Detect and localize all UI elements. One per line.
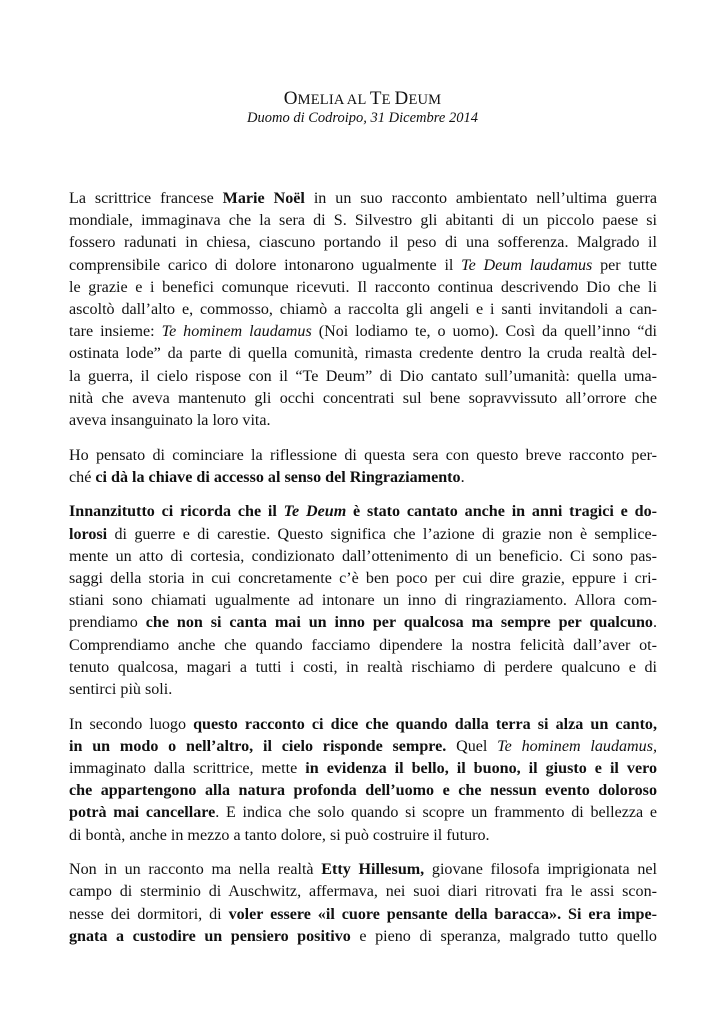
text-run: Quel	[446, 737, 498, 755]
text-line	[69, 714, 657, 736]
text-line	[69, 568, 657, 590]
page-subtitle: Duomo di Codroipo, 31 Dicembre 2014	[247, 110, 478, 126]
text-run: di bontà, anche in mezzo a tanto dolore, si può costruire il futuro.	[69, 826, 490, 844]
text-run: . E indica che solo quando si scopre un frammento di bellezza e	[215, 804, 657, 822]
text-line	[69, 736, 657, 758]
text-run: prendiamo	[69, 614, 146, 632]
text-line	[69, 501, 657, 523]
text-line	[69, 445, 657, 467]
text-line	[69, 825, 657, 847]
paragraph	[69, 188, 657, 432]
text-line	[69, 255, 657, 277]
text-line	[69, 780, 657, 802]
text-run: ostinata lode” da parte di quella comunità, rimasta credente dentro la cruda realtà del-	[69, 345, 657, 363]
bold-text: Marie Noël	[222, 190, 305, 207]
text-run: la guerra, il cielo rispose con il “Te Deum” di Dio cantato sull’umanità: quella uma-	[69, 367, 657, 385]
text-line	[69, 657, 657, 679]
text-run: tenuto qualcosa, magari a tutti i costi, in realtà rischiamo di perdere qualcuno e di	[69, 658, 657, 676]
paragraph	[69, 445, 657, 489]
bold-text: questo racconto ci dice che quando dalla terra si alza un canto,	[193, 715, 658, 733]
text-run: immaginato dalla scrittrice, mette	[69, 760, 306, 777]
text-run: nità che aveva mantenuto gli occhi concentrati sul bene sopravvissuto all’orrore che	[69, 389, 657, 407]
text-run: di guerre e di carestie. Questo significa che l’azione di grazie non è semplice-	[107, 525, 657, 543]
text-run: per tutte	[592, 256, 657, 274]
text-run: nesse dei dormitori, di	[69, 905, 229, 923]
document-body	[69, 188, 657, 961]
text-run: ascoltò dall’alto e, commosso, chiamò a raccolta gli angeli e i santi invitandoli a can-	[69, 300, 657, 318]
text-run: tare insieme:	[69, 323, 162, 341]
text-line	[69, 388, 657, 410]
text-run: (Noi lodiamo te, o uomo). Così da quell’inno “di	[311, 323, 657, 341]
text-line	[69, 881, 657, 903]
text-run: La scrittrice francese	[69, 190, 223, 207]
text-run: Ho pensato di cominciare la riflessione di questa sera con questo breve racconto per-	[69, 446, 657, 464]
text-run: Comprendiamo anche che quando facciamo dipendere la nostra felicità dall’aver ot-	[69, 636, 657, 654]
bold-text: Innanzitutto ci ricorda che il	[69, 503, 284, 521]
paragraph	[69, 714, 657, 847]
italic-text: Te Deum laudamus	[461, 256, 593, 274]
page-title: OMELIA AL TE DEUM	[283, 88, 442, 109]
bold-text: Te Deum	[283, 503, 347, 521]
text-line	[69, 612, 657, 634]
text-line	[69, 299, 657, 321]
text-line	[69, 926, 657, 948]
text-line	[69, 802, 657, 824]
paragraph	[69, 501, 657, 701]
text-line	[69, 410, 657, 432]
bold-text: che non si canta mai un inno per qualcosa ma sempre per qualcuno	[145, 614, 653, 632]
text-run: comprensibile carico di dolore intonarono ugualmente il	[69, 256, 462, 274]
italic-text: Te hominem laudamus	[161, 323, 312, 341]
text-run: campo di sterminio di Auschwitz, affermava, nei suoi diari ritrovati fra le assi scon-	[69, 883, 657, 901]
text-run: In secondo luogo	[69, 715, 194, 733]
text-run: le grazie e i benefici comunque ricevuti. Il racconto continua descrivendo Dio che li	[69, 278, 657, 296]
italic-text: Te hominem laudamus,	[497, 737, 657, 755]
text-line	[69, 467, 657, 489]
text-line	[69, 366, 657, 388]
bold-text: gnata a custodire un pensiero positivo	[69, 927, 351, 945]
text-run: in un suo racconto ambientato nell’ultima guerra	[304, 190, 657, 207]
text-run: saggi della storia in cui concretamente c’è ben poco per cui dire grazie, eppure i cri-	[69, 570, 657, 587]
bold-text: ci dà la chiave di accesso al senso del Ringraziamento	[95, 468, 461, 486]
text-line	[69, 321, 657, 343]
text-line	[69, 758, 657, 780]
bold-text: in evidenza il bello, il buono, il giusto e il vero	[305, 760, 657, 777]
bold-text: potrà mai cancellare	[69, 804, 216, 822]
text-run: sentirci più soli.	[69, 680, 173, 698]
text-run: mondiale, immaginava che la sera di S. Silvestro gli abitanti di un piccolo paese si	[69, 212, 657, 230]
text-line	[69, 679, 657, 701]
text-run: .	[652, 614, 657, 632]
text-run: .	[460, 468, 465, 486]
text-line	[69, 232, 657, 254]
paragraph	[69, 859, 657, 948]
text-line	[69, 904, 657, 926]
text-run: fossero radunati in chiesa, ciascuno portando il peso di una sofferenza. Malgrado il	[69, 234, 657, 252]
text-line	[69, 343, 657, 365]
bold-text: che appartengono alla natura profonda dell’uomo e che nessun evento doloroso	[69, 782, 657, 800]
text-run: aveva insanguinato la loro vita.	[69, 411, 271, 429]
bold-text: lorosi	[69, 525, 108, 543]
bold-text: Etty Hillesum,	[321, 861, 425, 879]
text-run: mente un atto di cortesia, condizionato dall’ottenimento di un beneficio. Ci sono pas-	[69, 547, 657, 565]
bold-text: voler essere «il cuore pensante della baracca». Si era impe-	[228, 905, 657, 923]
bold-text: in un modo o nell’altro, il cielo risponde sempre.	[69, 737, 447, 755]
text-line	[69, 188, 657, 210]
text-run: giovane filosofa imprigionata nel	[424, 861, 657, 879]
text-run: e pieno di speranza, malgrado tutto quello	[350, 927, 657, 945]
text-line	[69, 210, 657, 232]
text-run: Non in un racconto ma nella realtà	[69, 861, 322, 879]
text-run: ché	[69, 468, 96, 486]
text-run: stiani sono chiamati ugualmente ad intonare un inno di ringraziamento. Allora com-	[69, 592, 657, 610]
bold-text: è stato cantato anche in anni tragici e do-	[346, 503, 657, 521]
text-line	[69, 524, 657, 546]
text-line	[69, 859, 657, 881]
text-line	[69, 546, 657, 568]
text-line	[69, 277, 657, 299]
text-line	[69, 590, 657, 612]
text-line	[69, 635, 657, 657]
